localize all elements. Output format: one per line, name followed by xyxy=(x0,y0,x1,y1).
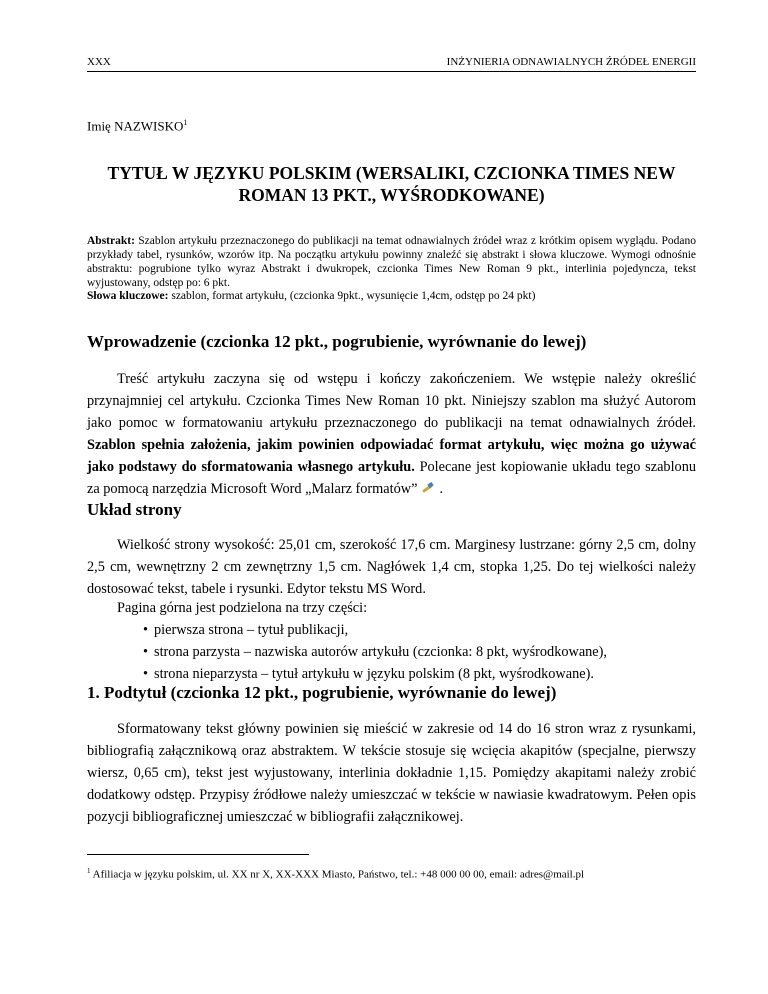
footnote-mark: 1 xyxy=(87,867,91,875)
article-title: TYTUŁ W JĘZYKU POLSKIM (WERSALIKI, CZCIONKA TIMES NEW ROMAN 13 PKT., WYŚRODKOWANE) xyxy=(107,163,676,205)
bullet: • xyxy=(143,622,149,638)
list-item xyxy=(117,619,696,641)
bullet: • xyxy=(143,644,149,660)
intro-paragraph xyxy=(87,368,696,500)
running-header xyxy=(87,55,696,72)
author-line xyxy=(87,118,187,134)
footnote-divider xyxy=(87,854,309,855)
list-item xyxy=(117,663,696,685)
intro-heading: Wprowadzenie (czcionka 12 pkt., pogrubienie, wyrównanie do lewej) xyxy=(87,332,587,351)
abstract-label: Abstrakt: xyxy=(87,235,135,247)
abstract xyxy=(87,234,696,290)
subtitle-text: Sformatowany tekst główny powinien się mieścić w zakresie od 14 do 16 stron wraz z rysunkami, bibliografią załącznikową oraz abstraktem. W tekście stosuje się wcięcia akapitów (specjalne, pierwszy wiersz, 0,65 cm), tekst jest wyjustowany, interlinia dokładnie 1,15. Pomiędzy akapitami należy zrobić dodatkowy odstęp. Przypisy źródłowe należy umieszczać w tekście w nawiasie kwadratowym. Pełen opis pozycji bibliograficznej umieszczać w bibliografii załącznikowej. xyxy=(87,721,696,825)
pagina-section xyxy=(117,597,696,685)
keywords xyxy=(87,289,696,303)
keywords-label: Słowa kluczowe: xyxy=(87,290,169,302)
author-footnote-mark: 1 xyxy=(183,118,188,127)
keywords-text: szablon, format artykułu, (czcionka 9pkt., wysunięcie 1,4cm, odstęp po 24 pkt) xyxy=(168,290,536,302)
format-painter-icon xyxy=(421,482,435,494)
pagina-list xyxy=(117,619,696,685)
intro-text-1: Treść artykułu zaczyna się od wstępu i kończy zakończeniem. We wstępie należy określić przynajmniej cel artykułu. Czcionka Times New Roman 10 pkt. Niniejszy szablon ma służyć Autorom jako pomoc w formatowaniu artykułu przeznaczonego do publikacji na temat odnawialnych źródeł. xyxy=(87,371,696,431)
intro-text-2: Polecane jest kopiowanie układu tego szablonu za pomocą narzędzia Microsoft Word „Malarz formatów” xyxy=(87,459,697,497)
list-item-text: strona parzysta – nazwiska autorów artykułu (czcionka: 8 pkt, wyśrodkowane), xyxy=(154,644,607,660)
author-name: Imię NAZWISKO xyxy=(87,118,184,134)
header-right: INŻYNIERIA ODNAWIALNYCH ŹRÓDEŁ ENERGII xyxy=(446,56,696,68)
list-item xyxy=(117,641,696,663)
list-item-text: pierwsza strona – tytuł publikacji, xyxy=(154,622,349,638)
subtitle-heading: 1. Podtytuł (czcionka 12 pkt., pogrubienie, wyrównanie do lewej) xyxy=(87,683,557,702)
header-left: XXX xyxy=(87,56,111,68)
footnote-text: Afiliacja w języku polskim, ul. XX nr X, XX-XXX Miasto, Państwo, tel.: +48 000 00 00, email: adres@mail.pl xyxy=(90,868,585,881)
footnote xyxy=(87,864,584,882)
layout-paragraph xyxy=(87,534,696,600)
pagina-intro: Pagina górna jest podzielona na trzy części: xyxy=(117,600,368,616)
intro-text-end: . xyxy=(439,481,444,497)
bullet: • xyxy=(143,666,149,682)
intro-bold-text: Szablon spełnia założenia, jakim powinien odpowiadać format artykułu, więc można go używać jako podstawy do sformatowania własnego artykułu. xyxy=(87,437,696,475)
layout-text: Wielkość strony wysokość: 25,01 cm, szerokość 17,6 cm. Marginesy lustrzane: górny 2,5 cm, dolny 2,5 cm, wewnętrzny 2 cm zewnętrzny 1,5 cm. Nagłówek 1,4 cm, stopka 1,25. Do tej wielkości należy dostosować tekst, tabele i rysunki. Edytor tekstu MS Word. xyxy=(87,537,696,597)
list-item-text: strona nieparzysta – tytuł artykułu w języku polskim (8 pkt, wyśrodkowane). xyxy=(154,666,594,682)
layout-heading: Układ strony xyxy=(87,500,182,519)
abstract-text: Szablon artykułu przeznaczonego do publikacji na temat odnawialnych źródeł wraz z krótkim opisem wyglądu. Podano przykłady tabel, rysunków, wzorów itp. Na początku artykułu powinny znaleźć się abstrakt i słowa kluczowe. Wymogi odnośnie abstraktu: pogrubione tylko wyraz Abstrakt i dwukropek, czcionka Times New Roman 9 pkt., interlinia pojedyncza, tekst wyjustowany, odstęp po: 6 pkt. xyxy=(87,235,696,289)
subtitle-paragraph xyxy=(87,718,696,828)
